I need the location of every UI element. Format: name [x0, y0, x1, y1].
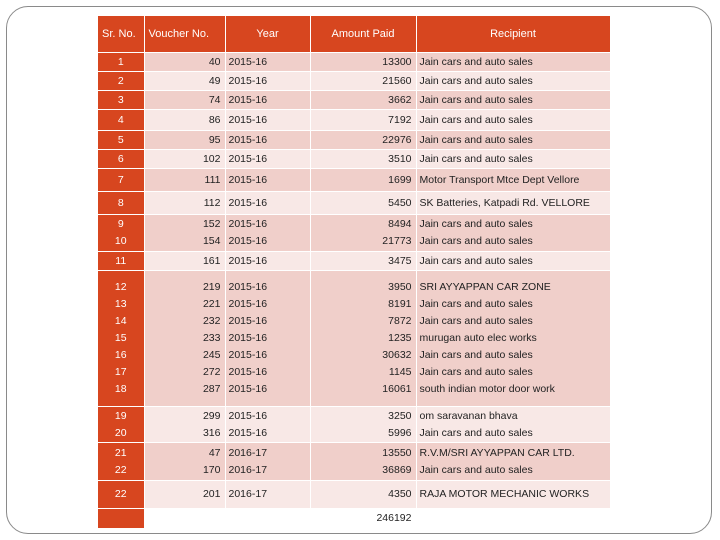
- amount-cell-line: 5996: [388, 426, 412, 439]
- amount-cell-line: 3950: [388, 281, 412, 293]
- amount-cell-line: 8191: [388, 298, 412, 310]
- year-cell: [225, 192, 310, 215]
- sr-cell-line: 19: [114, 409, 127, 422]
- sr-cell: [98, 252, 144, 271]
- voucher-cell-line: 272: [202, 366, 221, 378]
- sr-cell: [98, 192, 144, 215]
- recipient-cell: [416, 271, 610, 407]
- year-cell: [225, 131, 310, 150]
- year-cell-line: 2015-16: [228, 173, 268, 186]
- recipient-cell: [416, 72, 610, 91]
- voucher-cell: [144, 131, 225, 150]
- table-row: [98, 481, 610, 509]
- voucher-cell-line: 74: [208, 93, 221, 106]
- voucher-cell-line: 219: [202, 281, 221, 293]
- recipient-cell-line: Jain cars and auto sales: [419, 349, 533, 361]
- total-sr-cell: [98, 509, 144, 529]
- recipient-cell-line: Jain cars and auto sales: [419, 463, 533, 476]
- year-cell: [225, 215, 310, 252]
- year-cell-line: 2015-16: [228, 74, 268, 87]
- voucher-cell-line: 232: [202, 315, 221, 327]
- recipient-cell: [416, 169, 610, 192]
- year-cell: [225, 169, 310, 192]
- recipient-cell-line: Jain cars and auto sales: [419, 133, 533, 146]
- recipient-cell: [416, 407, 610, 443]
- voucher-cell-line: 170: [202, 463, 221, 476]
- year-cell-line: 2015-16: [228, 315, 268, 327]
- sr-cell-line: 9: [117, 218, 124, 230]
- voucher-cell-line: 201: [202, 488, 221, 500]
- recipient-cell: [416, 91, 610, 110]
- table-body: [98, 53, 610, 529]
- amount-cell: [310, 252, 416, 271]
- year-cell-line: 2015-16: [228, 426, 268, 439]
- voucher-cell-line: 287: [202, 383, 221, 395]
- year-cell: [225, 481, 310, 509]
- voucher-cell-line: 221: [202, 298, 221, 310]
- recipient-cell-line: Jain cars and auto sales: [419, 298, 533, 310]
- amount-cell: [310, 443, 416, 481]
- voucher-cell: [144, 192, 225, 215]
- voucher-table: [98, 16, 611, 529]
- year-cell-line: 2015-16: [228, 281, 268, 293]
- year-cell-line: 2015-16: [228, 409, 268, 422]
- amount-cell-line: 1145: [388, 366, 412, 378]
- sr-cell-line: 22: [114, 488, 127, 500]
- table-row: [98, 252, 610, 271]
- table-row: [98, 110, 610, 131]
- year-cell: [225, 150, 310, 169]
- year-cell-line: 2015-16: [228, 55, 268, 68]
- recipient-cell-line: Motor Transport Mtce Dept Vellore: [419, 173, 580, 186]
- amount-cell: [310, 53, 416, 72]
- amount-cell-line: 36869: [382, 463, 412, 476]
- amount-cell: [310, 215, 416, 252]
- year-cell-line: 2016-17: [228, 488, 268, 500]
- amount-cell-line: 7872: [388, 315, 412, 327]
- table-row: [98, 91, 610, 110]
- amount-cell: [310, 271, 416, 407]
- recipient-cell: [416, 481, 610, 509]
- sr-cell-line: 10: [114, 235, 127, 247]
- amount-cell-line: 3475: [388, 254, 412, 267]
- recipient-cell: [416, 443, 610, 481]
- sr-cell: [98, 72, 144, 91]
- table-row: [98, 131, 610, 150]
- sr-cell-line: 8: [117, 196, 124, 209]
- year-cell-line: 2015-16: [228, 218, 268, 230]
- voucher-cell-line: 102: [202, 152, 221, 165]
- sr-cell-line: 5: [117, 133, 124, 146]
- voucher-cell-line: 154: [202, 235, 221, 247]
- amount-cell: [310, 407, 416, 443]
- sr-cell-line: 18: [114, 383, 127, 395]
- amount-cell-line: 3250: [388, 409, 412, 422]
- header-voucher-no: Voucher No.: [144, 16, 225, 53]
- voucher-cell: [144, 53, 225, 72]
- sr-cell: [98, 271, 144, 407]
- sr-cell: [98, 407, 144, 443]
- voucher-cell-line: 152: [202, 218, 221, 230]
- recipient-cell-line: R.V.M/SRI AYYAPPAN CAR LTD.: [419, 446, 575, 459]
- year-cell: [225, 110, 310, 131]
- voucher-cell-line: 233: [202, 332, 221, 344]
- voucher-cell-line: 47: [208, 446, 221, 459]
- voucher-cell-line: 161: [202, 254, 221, 267]
- sr-cell-line: 1: [117, 55, 124, 68]
- voucher-cell: [144, 110, 225, 131]
- recipient-cell: [416, 53, 610, 72]
- sr-cell-line: 3: [117, 93, 124, 106]
- recipient-cell: [416, 192, 610, 215]
- recipient-cell: [416, 252, 610, 271]
- year-cell-line: 2016-17: [228, 446, 268, 459]
- table-row: [98, 169, 610, 192]
- amount-cell: [310, 131, 416, 150]
- year-cell-line: 2015-16: [228, 349, 268, 361]
- header-sr-no: Sr. No.: [98, 16, 144, 53]
- amount-cell-line: 21560: [382, 74, 412, 87]
- recipient-cell: [416, 110, 610, 131]
- amount-cell-line: 7192: [388, 113, 412, 126]
- voucher-cell-line: 49: [208, 74, 221, 87]
- recipient-cell-line: Jain cars and auto sales: [419, 235, 533, 247]
- table-row: [98, 407, 610, 443]
- total-row: [98, 509, 610, 529]
- sr-cell: [98, 443, 144, 481]
- voucher-cell: [144, 169, 225, 192]
- recipient-cell-line: Jain cars and auto sales: [419, 152, 533, 165]
- amount-cell: [310, 481, 416, 509]
- recipient-cell-line: Jain cars and auto sales: [419, 55, 533, 68]
- recipient-cell: [416, 131, 610, 150]
- year-cell-line: 2015-16: [228, 93, 268, 106]
- year-cell-line: 2015-16: [228, 133, 268, 146]
- amount-cell-line: 3662: [388, 93, 412, 106]
- amount-cell: [310, 192, 416, 215]
- amount-cell: [310, 91, 416, 110]
- recipient-cell-line: RAJA MOTOR MECHANIC WORKS: [419, 488, 590, 500]
- recipient-cell-line: Jain cars and auto sales: [419, 113, 533, 126]
- sr-cell: [98, 481, 144, 509]
- year-cell: [225, 443, 310, 481]
- voucher-cell: [144, 215, 225, 252]
- year-cell: [225, 72, 310, 91]
- voucher-cell: [144, 252, 225, 271]
- amount-cell: [310, 169, 416, 192]
- header-row: [98, 16, 610, 53]
- sr-cell-line: 4: [117, 113, 124, 126]
- year-cell: [225, 252, 310, 271]
- amount-cell-line: 5450: [388, 196, 412, 209]
- amount-cell: [310, 72, 416, 91]
- voucher-cell-line: 112: [203, 196, 221, 209]
- recipient-cell-line: Jain cars and auto sales: [419, 366, 533, 378]
- sr-cell-line: 2: [117, 74, 124, 87]
- recipient-cell-line: south indian motor door work: [419, 383, 555, 395]
- table-row: [98, 443, 610, 481]
- year-cell-line: 2015-16: [228, 152, 268, 165]
- recipient-cell-line: Jain cars and auto sales: [419, 74, 533, 87]
- amount-cell-line: 3510: [388, 152, 412, 165]
- recipient-cell-line: murugan auto elec works: [419, 332, 537, 344]
- voucher-cell: [144, 407, 225, 443]
- amount-cell: [310, 150, 416, 169]
- amount-cell-line: 13550: [382, 446, 412, 459]
- sr-cell-line: 7: [117, 173, 124, 186]
- header-amount-paid: Amount Paid: [310, 16, 416, 53]
- recipient-cell: [416, 215, 610, 252]
- table-row: [98, 192, 610, 215]
- sr-cell: [98, 110, 144, 131]
- amount-cell-line: 1699: [388, 173, 412, 186]
- table-row: [98, 53, 610, 72]
- total-empty-cell: [416, 509, 610, 529]
- recipient-cell-line: SK Batteries, Katpadi Rd. VELLORE: [419, 196, 590, 209]
- sr-cell: [98, 53, 144, 72]
- total-empty-cell: [225, 509, 310, 529]
- recipient-cell-line: Jain cars and auto sales: [419, 218, 533, 230]
- amount-cell-line: 22976: [382, 133, 412, 146]
- total-empty-cell: [144, 509, 225, 529]
- sr-cell-line: 6: [117, 152, 124, 165]
- voucher-cell: [144, 91, 225, 110]
- amount-cell-line: 16061: [382, 383, 412, 395]
- amount-cell-line: 13300: [382, 55, 412, 68]
- recipient-cell-line: Jain cars and auto sales: [419, 93, 533, 106]
- voucher-cell-line: 111: [204, 173, 221, 186]
- sr-cell-line: 21: [114, 446, 127, 459]
- voucher-cell: [144, 481, 225, 509]
- voucher-cell: [144, 443, 225, 481]
- year-cell-line: 2015-16: [228, 366, 268, 378]
- year-cell-line: 2015-16: [228, 196, 268, 209]
- sr-cell-line: 16: [114, 349, 127, 361]
- voucher-cell-line: 95: [208, 133, 221, 146]
- sr-cell: [98, 150, 144, 169]
- recipient-cell-line: om saravanan bhava: [419, 409, 518, 422]
- table-row: [98, 72, 610, 91]
- voucher-cell: [144, 150, 225, 169]
- sr-cell-line: 20: [114, 426, 127, 439]
- year-cell-line: 2015-16: [228, 254, 268, 267]
- header-year: Year: [225, 16, 310, 53]
- sr-cell-line: 11: [115, 254, 127, 267]
- recipient-cell-line: Jain cars and auto sales: [419, 254, 533, 267]
- year-cell: [225, 53, 310, 72]
- voucher-cell: [144, 271, 225, 407]
- year-cell-line: 2015-16: [228, 298, 268, 310]
- amount-cell: [310, 110, 416, 131]
- recipient-cell-line: Jain cars and auto sales: [419, 315, 533, 327]
- amount-cell-line: 4350: [388, 488, 412, 500]
- sr-cell-line: 14: [114, 315, 127, 327]
- table-row: [98, 271, 610, 407]
- sr-cell-line: 13: [114, 298, 127, 310]
- year-cell-line: 2015-16: [228, 235, 268, 247]
- amount-cell-line: 21773: [382, 235, 412, 247]
- sr-cell: [98, 169, 144, 192]
- year-cell: [225, 91, 310, 110]
- year-cell-line: 2015-16: [228, 113, 268, 126]
- amount-cell-line: 1235: [388, 332, 412, 344]
- sr-cell: [98, 91, 144, 110]
- table-row: [98, 150, 610, 169]
- year-cell-line: 2015-16: [228, 383, 268, 395]
- voucher-cell: [144, 72, 225, 91]
- sr-cell-line: 22: [114, 463, 127, 476]
- sr-cell-line: 12: [114, 281, 127, 293]
- recipient-cell-line: SRI AYYAPPAN CAR ZONE: [419, 281, 551, 293]
- year-cell-line: 2016-17: [228, 463, 268, 476]
- year-cell: [225, 271, 310, 407]
- voucher-cell-line: 316: [202, 426, 221, 439]
- voucher-cell-line: 86: [208, 113, 221, 126]
- total-amount: 246192: [310, 509, 416, 529]
- amount-cell-line: 30632: [382, 349, 412, 361]
- voucher-cell-line: 40: [208, 55, 221, 68]
- year-cell-line: 2015-16: [228, 332, 268, 344]
- voucher-cell-line: 245: [202, 349, 221, 361]
- header-recipient: Recipient: [416, 16, 610, 53]
- table-row: [98, 215, 610, 252]
- recipient-cell-line: Jain cars and auto sales: [419, 426, 533, 439]
- year-cell: [225, 407, 310, 443]
- sr-cell: [98, 215, 144, 252]
- sr-cell-line: 15: [114, 332, 127, 344]
- recipient-cell: [416, 150, 610, 169]
- sr-cell-line: 17: [114, 366, 127, 378]
- sr-cell: [98, 131, 144, 150]
- voucher-cell-line: 299: [202, 409, 221, 422]
- amount-cell-line: 8494: [388, 218, 412, 230]
